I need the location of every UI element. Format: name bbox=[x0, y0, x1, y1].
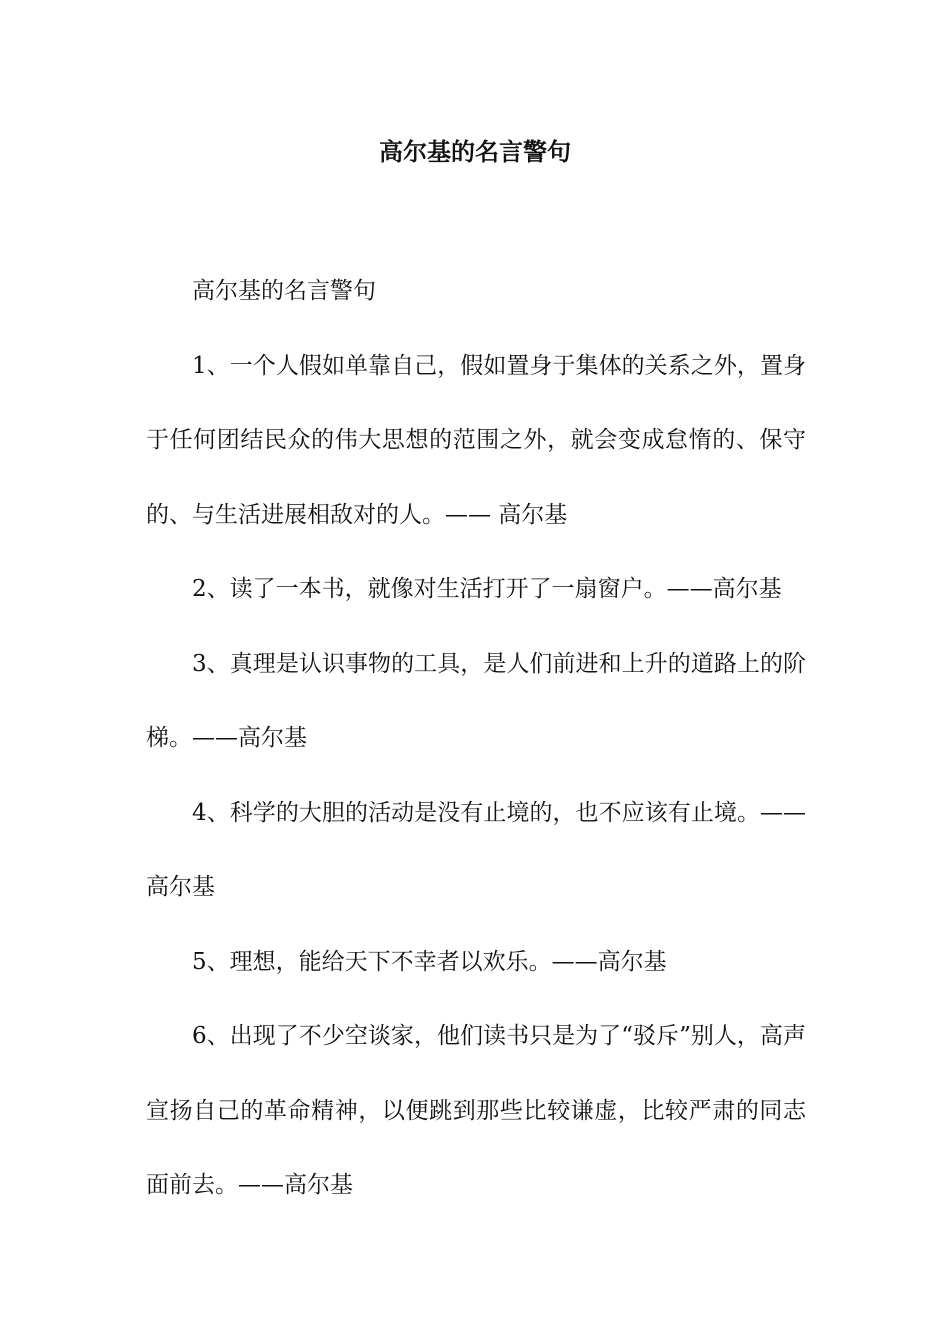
document-body bbox=[146, 254, 806, 1223]
paragraph-subtitle: 高尔基的名言警句 bbox=[192, 278, 376, 304]
quote-5: 5、理想，能给天下不幸者以欢乐。——高尔基 bbox=[192, 948, 667, 975]
document-title: 高尔基的名言警句 bbox=[379, 138, 571, 166]
quote-3: 3、真理是认识事物的工具，是人们前进和上升的道路上的阶梯。——高尔基 bbox=[146, 650, 806, 751]
quote-4: 4、科学的大胆的活动是没有止境的，也不应该有止境。——高尔基 bbox=[146, 799, 806, 900]
quote-2: 2、读了一本书，就像对生活打开了一扇窗户。——高尔基 bbox=[192, 576, 782, 602]
quote-1: 1、一个人假如单靠自己，假如置身于集体的关系之外，置身于任何团结民众的伟大思想的范围之外，就会变成怠惰的、保守的、与生活进展相敌对的人。—— 高尔基 bbox=[146, 352, 806, 528]
quote-6: 6、出现了不少空谈家，他们读书只是为了“驳斥”别人，高声宣扬自己的革命精神，以便跳到那些比较谦虚，比较严肃的同志面前去。——高尔基 bbox=[146, 1023, 806, 1198]
